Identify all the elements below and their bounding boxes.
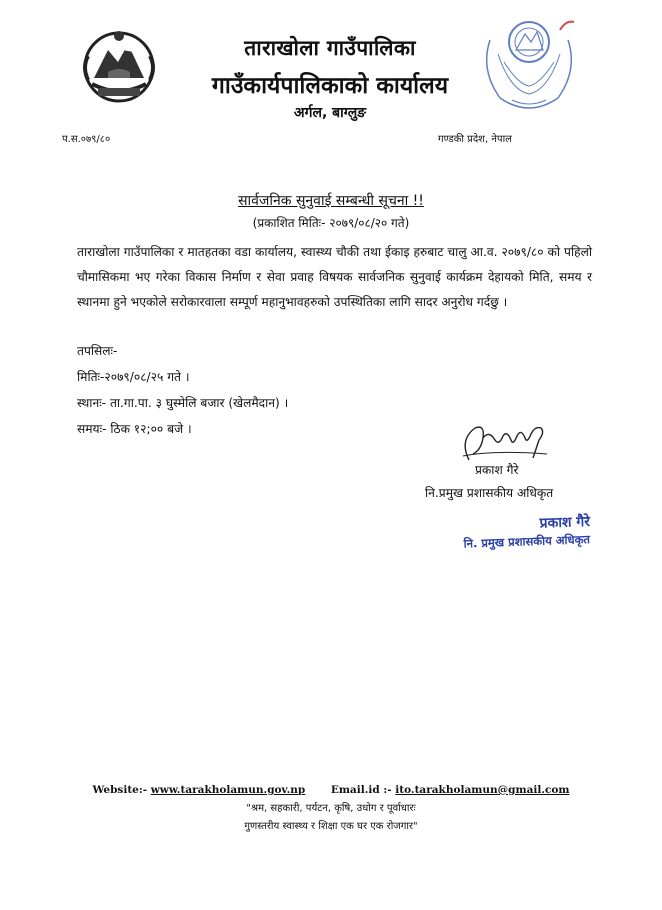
notice-title-text: सार्वजनिक सुनुवाई सम्बन्धी सूचना !!	[238, 193, 424, 209]
email-label: Email.id :-	[330, 784, 392, 796]
stamp-name: प्रकाश गैरे	[539, 513, 591, 532]
signatory-name: प्रकाश गैरे	[475, 463, 519, 477]
reference-number: प.स.०७९/८०	[62, 134, 111, 145]
details-heading: तपसिलः-	[77, 344, 118, 358]
province-label: गण्डकी प्रदेश, नेपाल	[438, 134, 512, 145]
signatory-designation: नि.प्रमुख प्रशासकीय अधिकृत	[425, 486, 554, 500]
event-date: मितिः-२०७९/०८/२५ गते ।	[77, 370, 190, 384]
event-time: समयः- ठिक १२;०० बजे ।	[77, 422, 192, 436]
published-date: (प्रकाशित मितिः- २०७९/०८/२० गते)	[252, 216, 410, 230]
website-link[interactable]: www.tarakholamun.gov.np	[150, 784, 306, 796]
nepal-emblem-icon	[78, 26, 160, 108]
footer-motto-line1: "श्रम, सहकारी, पर्यटन, कृषि, उधोग र पूर्वाधारः	[246, 803, 416, 814]
footer-motto-line2: गुणस्तरीय स्वास्थ्य र शिक्षा एक घर एक रोजगार"	[244, 821, 418, 832]
office-name: गाउँकार्यपालिकाको कार्यालय	[211, 73, 449, 99]
notice-body: ताराखोला गाउँपालिका र मातहतका वडा कार्यालय, स्वास्थ्य चौकी तथा ईकाइ हरुबाट चालु आ.व. २०७९/८० को पहिलो चौमासिकमा भए गरेका विकास निर्माण र सेवा प्रवाह विषयक सार्वजनिक सुनुवाई कार्यक्रम देहायको मिति, समय र स्थानमा हुने भएकोले सरोकारवाला सम्पूर्ण महानुभावहरुको उपस्थितिका लागि सादर अनुरोध गर्दछु ।	[77, 245, 592, 309]
office-location: अर्गल, बाग्लुङ	[293, 105, 367, 121]
stamp-designation: नि. प्रमुख प्रशासकीय अधिकृत	[463, 532, 591, 551]
event-place: स्थानः- ता.गा.पा. ३ घुस्मेलि बजार (खेलमैदान) ।	[77, 396, 289, 410]
municipality-name: ताराखोला गाउँपालिका	[244, 36, 416, 60]
notice-title	[0, 191, 662, 210]
email-link[interactable]: ito.tarakholamun@gmail.com	[395, 784, 570, 796]
footer-contact	[0, 784, 662, 796]
website-label: Website:-	[92, 784, 148, 796]
